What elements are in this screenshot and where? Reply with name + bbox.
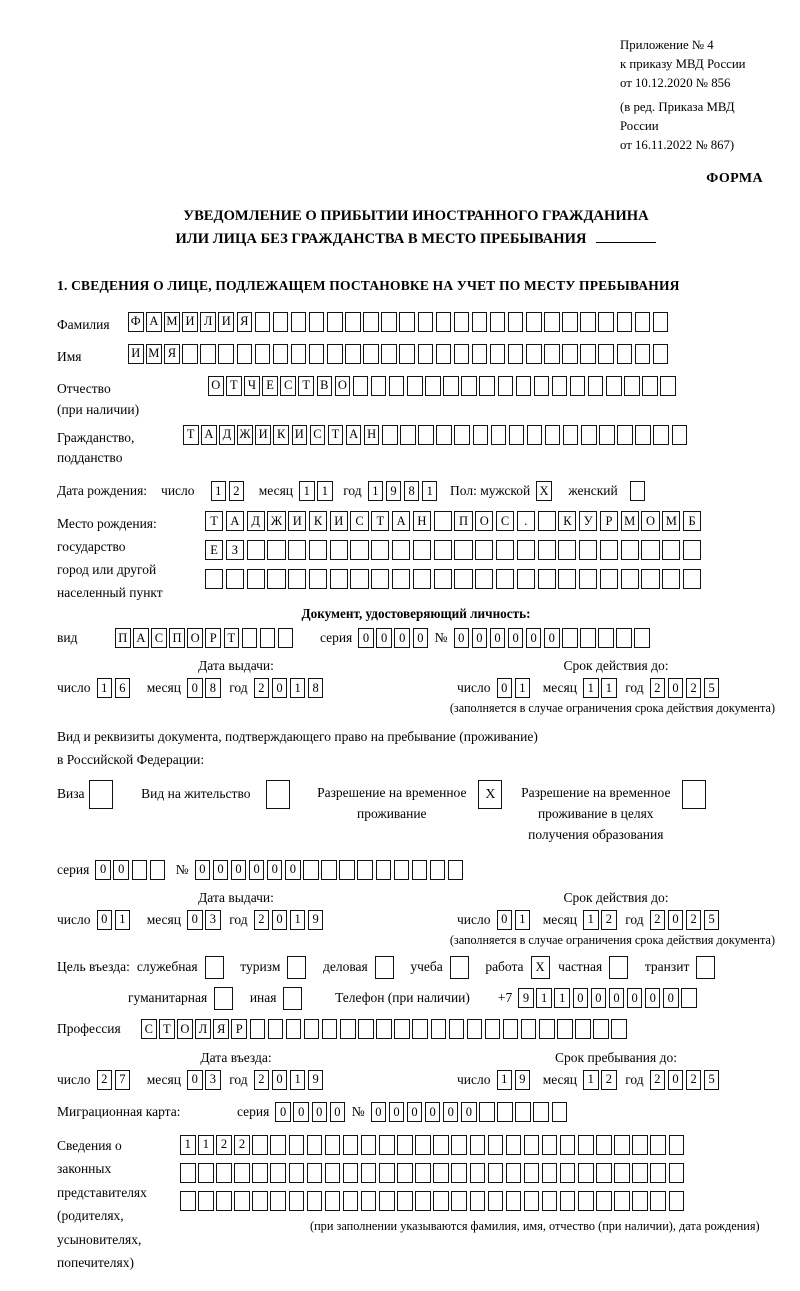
temp-residence-label-line2: проживание — [356, 806, 427, 822]
given-name-boxes: И М Я — [128, 344, 671, 364]
temp-residence-edu-label — [521, 780, 670, 846]
purpose-other-checkbox — [283, 987, 305, 1010]
citizenship-row — [57, 425, 775, 470]
surname-row — [57, 312, 775, 336]
purpose-tourism-checkbox — [287, 956, 309, 979]
phone-boxes: 9 1 1 0 0 0 0 0 0 — [518, 988, 699, 1008]
month-word: месяц — [542, 1071, 577, 1087]
form-title-line2-text: ИЛИ ЛИЦА БЕЗ ГРАЖДАНСТВА В МЕСТО ПРЕБЫВАНИЯ — [175, 231, 587, 248]
purpose-row — [57, 956, 775, 979]
birth-place-label-line: город или другой — [57, 562, 157, 578]
migration-card-label: Миграционная карта: — [57, 1103, 181, 1119]
series-word: серия — [319, 630, 353, 646]
profession-label: Профессия — [57, 1020, 121, 1036]
purpose-option-label: туризм — [240, 959, 281, 975]
patronymic-row — [57, 376, 775, 421]
annex-line: к приказу МВД России — [620, 57, 746, 72]
stay-until-group — [457, 1070, 775, 1090]
year-word: год — [229, 680, 248, 696]
residence-issue-year-boxes: 2 0 1 9 — [254, 910, 326, 930]
valid-year-boxes: 2 0 2 5 — [650, 678, 722, 698]
stay-month-boxes: 1 2 — [583, 1070, 619, 1090]
purpose-option-label: иная — [249, 990, 277, 1006]
issue-date-col — [57, 658, 415, 698]
residence-valid-year-boxes: 2 0 2 5 — [650, 910, 722, 930]
citizenship-boxes: Т А Д Ж И К И С Т А Н — [183, 425, 690, 445]
temp-residence-edu-label-line2: проживание в целях — [537, 806, 654, 822]
valid-date-group — [457, 678, 775, 698]
purpose-option-label: учеба — [410, 959, 443, 975]
legal-reps-row — [57, 1133, 775, 1275]
annex-line: от 10.12.2020 № 856 — [620, 76, 731, 91]
sex-word: Пол: — [450, 483, 477, 499]
legal-reps-label — [57, 1133, 180, 1275]
issue-day-boxes: 1 6 — [97, 678, 133, 698]
legal-reps-note: (при заполнении указываются фамилия, имя, отчество (при наличии), дата рождения) — [310, 1218, 760, 1233]
phone-prefix: +7 — [497, 990, 513, 1006]
month-word: месяц — [146, 680, 181, 696]
sex-female-label: женский — [568, 483, 618, 499]
birth-place-label-line: Место рождения: — [57, 516, 157, 532]
birth-date-label: Дата рождения: — [57, 483, 148, 499]
legal-reps-label-line: представителях — [57, 1184, 147, 1200]
purpose-option-label: деловая — [322, 959, 368, 975]
stay-year-boxes: 2 0 2 5 — [650, 1070, 722, 1090]
day-word: число — [457, 911, 491, 927]
entry-year-boxes: 2 0 1 9 — [254, 1070, 326, 1090]
residence-doc-intro — [57, 726, 775, 772]
year-word: год — [625, 680, 644, 696]
issue-date-head: Дата выдачи: — [198, 658, 274, 674]
patronymic-label-line2: (при наличии) — [57, 401, 140, 417]
temp-residence-checkbox: X — [478, 780, 505, 809]
residence-issue-day-boxes: 0 1 — [97, 910, 133, 930]
stay-day-boxes: 1 9 — [497, 1070, 533, 1090]
purpose-private-checkbox — [609, 956, 631, 979]
citizenship-label — [57, 425, 183, 470]
birth-place-row3-boxes — [205, 569, 704, 589]
issue-date-group — [57, 910, 415, 930]
birth-place-row — [57, 511, 775, 604]
year-word: год — [229, 1071, 248, 1087]
sex-label — [450, 483, 530, 499]
birth-place-row2-boxes: Е З — [205, 540, 704, 560]
residence-permit-checkbox — [266, 780, 293, 809]
form-title — [57, 205, 775, 252]
identity-doc-dates — [57, 658, 775, 698]
valid-date-group — [457, 910, 775, 930]
identity-doc-heading: Документ, удостоверяющий личность: — [301, 606, 531, 622]
day-word: число — [57, 911, 91, 927]
series-word: серия — [57, 861, 90, 877]
year-word: год — [625, 1071, 644, 1087]
valid-date-head: Срок действия до: — [563, 658, 669, 674]
issue-date-head: Дата выдачи: — [198, 889, 274, 905]
birth-date-row — [57, 481, 775, 501]
visa-label: Виза — [57, 786, 85, 802]
day-word: число — [161, 483, 195, 499]
purpose-study-checkbox — [450, 956, 472, 979]
residence-number-boxes: 0 0 0 0 0 0 — [195, 860, 466, 880]
year-word: год — [229, 911, 248, 927]
residence-doc-options — [57, 780, 775, 846]
purpose-business-checkbox — [375, 956, 397, 979]
entry-date-head: Дата въезда: — [200, 1049, 272, 1065]
form-title-line2 — [57, 228, 775, 251]
identity-doc-row — [57, 628, 775, 648]
doc-type-label: вид — [57, 630, 78, 646]
legal-reps-label-line: усыновителях, — [57, 1231, 142, 1247]
valid-day-boxes: 0 1 — [497, 678, 533, 698]
residence-doc-intro-line1: Вид и реквизиты документа, подтверждающего право на пребывание (проживание) — [57, 729, 538, 745]
purpose-option-label: частная — [558, 959, 603, 975]
legal-reps-row2-boxes — [180, 1163, 760, 1183]
purpose-humanitarian-checkbox — [214, 987, 236, 1010]
birth-place-row1-boxes: Т А Д Ж И К И С Т А Н П О С . К У Р М О М Б — [205, 511, 704, 531]
temp-residence-label — [317, 780, 466, 825]
stay-until-head: Срок пребывания до: — [555, 1049, 677, 1065]
legal-reps-label-line: законных — [57, 1161, 112, 1177]
blank-line — [596, 230, 656, 244]
residence-series-boxes: 0 0 — [95, 860, 167, 880]
profession-row — [57, 1019, 775, 1040]
migration-number-boxes: 0 0 0 0 0 0 — [371, 1102, 570, 1122]
sex-female-checkbox — [630, 481, 648, 501]
residence-doc-intro-line2: в Российской Федерации: — [57, 752, 205, 768]
residence-valid-day-boxes: 0 1 — [497, 910, 533, 930]
patronymic-boxes: О Т Ч Е С Т В О — [208, 376, 678, 396]
surname-boxes: Ф А М И Л И Я — [128, 312, 671, 332]
day-word: число — [457, 680, 491, 696]
purpose-option-label: транзит — [644, 959, 690, 975]
year-word: год — [343, 483, 362, 499]
sex-male-checkbox: X — [536, 481, 554, 501]
day-word: число — [57, 680, 91, 696]
purpose-option-label: гуманитарная — [128, 990, 208, 1006]
series-word: серия — [237, 1104, 270, 1120]
month-word: месяц — [542, 680, 577, 696]
month-word: месяц — [542, 911, 577, 927]
form-title-line1: УВЕДОМЛЕНИЕ О ПРИБЫТИИ ИНОСТРАННОГО ГРАЖДАНИНА — [183, 208, 649, 225]
number-word: № — [351, 1104, 365, 1120]
legal-reps-label-line: попечителях) — [57, 1255, 134, 1271]
validity-note: (заполняется в случае ограничения срока действия документа) — [449, 701, 775, 716]
surname-label: Фамилия — [57, 316, 110, 332]
edition-line: (в ред. Приказа МВД России — [620, 99, 735, 133]
entry-day-boxes: 2 7 — [97, 1070, 133, 1090]
temp-residence-label-line1: Разрешение на временное — [317, 785, 467, 801]
day-word: число — [57, 1071, 91, 1087]
edition-line: от 16.11.2022 № 867) — [620, 137, 735, 152]
purpose-work-checkbox: X — [531, 956, 553, 979]
residence-doc-series-row — [57, 860, 775, 880]
birth-place-label-line: населенный пункт — [57, 585, 163, 601]
purpose-row2 — [57, 987, 775, 1010]
temp-residence-edu-label-line3: получения образования — [528, 827, 664, 843]
doc-series-boxes: 0 0 0 0 — [358, 628, 430, 648]
month-word: месяц — [146, 1071, 181, 1087]
entry-date-group — [57, 1070, 415, 1090]
day-word: число — [457, 1071, 491, 1087]
valid-date-head: Срок действия до: — [563, 889, 669, 905]
residence-doc-dates — [57, 890, 775, 930]
birth-place-boxes — [205, 511, 704, 598]
purpose-label: Цель въезда: — [57, 959, 130, 975]
purpose-transit-checkbox — [696, 956, 718, 979]
number-word: № — [434, 630, 448, 646]
doc-type-boxes: П А С П О Р Т — [115, 628, 296, 648]
section1-heading: 1. СВЕДЕНИЯ О ЛИЦЕ, ПОДЛЕЖАЩЕМ ПОСТАНОВКЕ НА УЧЕТ ПО МЕСТУ ПРЕБЫВАНИЯ — [57, 277, 680, 293]
legal-reps-row3-boxes — [180, 1191, 760, 1211]
temp-residence-edu-checkbox — [682, 780, 709, 809]
valid-month-boxes: 1 1 — [583, 678, 619, 698]
stay-until-col — [415, 1050, 775, 1090]
issue-year-boxes: 2 0 1 8 — [254, 678, 326, 698]
citizenship-label-line2: подданство — [57, 450, 123, 466]
purpose-option-label: служебная — [136, 959, 198, 975]
legal-reps-boxes — [180, 1133, 760, 1234]
month-word: месяц — [146, 911, 181, 927]
residence-permit-label: Вид на жительство — [141, 786, 251, 802]
residence-issue-month-boxes: 0 3 — [187, 910, 223, 930]
forma-label: ФОРМА — [706, 171, 763, 187]
birth-year-boxes: 1 9 8 1 — [368, 481, 440, 501]
given-name-row — [57, 344, 775, 368]
legal-reps-label-line: Сведения о — [57, 1137, 122, 1153]
year-word: год — [625, 911, 644, 927]
annex-block — [620, 36, 775, 155]
sex-male-label: мужской — [480, 483, 531, 499]
entry-month-boxes: 0 3 — [187, 1070, 223, 1090]
legal-reps-row1-boxes: 1 1 2 2 — [180, 1135, 760, 1155]
number-word: № — [175, 861, 189, 877]
issue-date-col — [57, 890, 415, 930]
temp-residence-edu-label-line1: Разрешение на временное — [521, 785, 671, 801]
migration-series-boxes: 0 0 0 0 — [275, 1102, 347, 1122]
issue-month-boxes: 0 8 — [187, 678, 223, 698]
issue-date-group — [57, 678, 415, 698]
visa-checkbox — [89, 780, 116, 809]
annex-line: Приложение № 4 — [620, 38, 714, 52]
purpose-option-label: работа — [485, 959, 524, 975]
citizenship-label-line1: Гражданство, — [57, 429, 135, 445]
birth-place-label — [57, 511, 205, 604]
residence-valid-month-boxes: 1 2 — [583, 910, 619, 930]
migration-card-row — [57, 1102, 775, 1123]
doc-number-boxes: 0 0 0 0 0 0 — [454, 628, 653, 648]
validity-note: (заполняется в случае ограничения срока действия документа) — [449, 932, 775, 947]
birth-month-boxes: 1 1 — [299, 481, 335, 501]
birth-place-label-line: государство — [57, 539, 126, 555]
profession-boxes: С Т О Л Я Р — [141, 1019, 630, 1039]
entry-date-col — [57, 1050, 415, 1090]
given-name-label: Имя — [57, 348, 82, 364]
phone-label: Телефон (при наличии) — [335, 990, 470, 1006]
patronymic-label — [57, 376, 208, 421]
birth-day-boxes: 1 2 — [211, 481, 247, 501]
entry-stay-dates — [57, 1050, 775, 1090]
purpose-official-checkbox — [205, 956, 227, 979]
legal-reps-label-line: (родителях, — [57, 1208, 124, 1224]
patronymic-label-line1: Отчество — [57, 380, 111, 396]
month-word: месяц — [258, 483, 294, 499]
valid-date-col — [415, 890, 775, 930]
valid-date-col — [415, 658, 775, 698]
